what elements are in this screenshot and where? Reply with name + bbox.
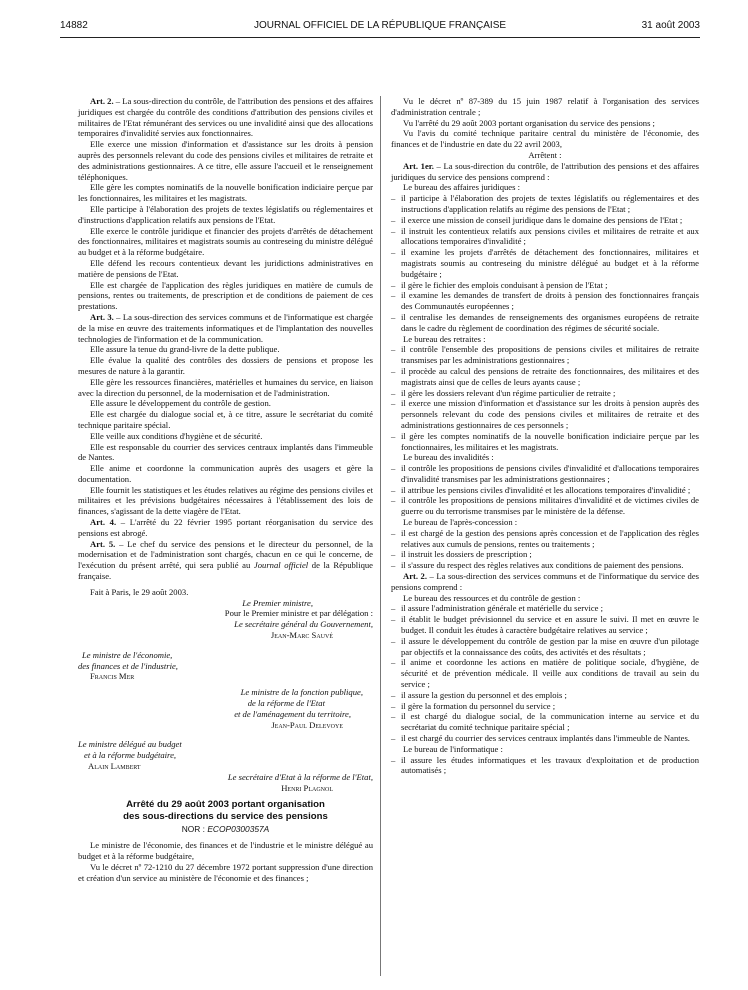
bureau-list: [391, 463, 699, 517]
paragraph: Elle participe à l'élaboration des projets de textes législatifs ou réglementaires et d'instructions d'application relatifs aux pensions de l'Etat.: [78, 203, 373, 225]
bureau-list: [391, 344, 699, 452]
article-2-right: Art. 2. – La sous-direction des services communs et de l'informatique du service des pensions comprend :: [391, 571, 700, 592]
signatory-name: Francis Mer: [90, 671, 135, 682]
list-item: – il participe à l'élaboration des projets de textes législatifs ou réglementaires et des instructions d'application relatifs au régime des pensions de l'Etat ;: [391, 193, 699, 215]
paragraph: Vu le décret nº 72-1210 du 27 décembre 1972 portant suppression d'une direction et création d'un service au ministère de l'économie et des finances ;: [78, 861, 373, 883]
list-item: – il examine les projets d'arrêtés de détachement des fonctionnaires, militaires et magistrats soumis au contreseing du ministre délégué au budget et à la réforme budgétaire ;: [391, 247, 699, 279]
signatory-title: des finances et de l'industrie,: [78, 660, 178, 671]
header-rule: [60, 37, 700, 38]
article-2: Art. 2. – La sous-direction du contrôle, de l'attribution des pensions et des affaires juridiques est chargée du contrôle des conditions d'attribution des pensions civiles et militaires de l'Etat rémunérant des services ou une invalidité ainsi que des allocations temporaires d'invalidité servies aux fonctionnaires.: [78, 96, 373, 139]
bureau-heading: Le bureau de l'après-concession :: [403, 517, 518, 528]
list-item: – il est chargé du dialogue social, de la communication interne au service et du secrétariat du comité technique paritaire spécial ;: [391, 711, 699, 733]
signatory-name: Alain Lambert: [88, 761, 141, 772]
list-item: – il instruit les contentieux relatifs aux pensions civiles et militaires de retraite et aux allocations temporaires d'invalidité ;: [391, 226, 699, 248]
article-4: Art. 4. – L'arrêté du 22 février 1995 portant réorganisation du service des pensions est abrogé.: [78, 517, 373, 538]
signatory-title: Le secrétaire général du Gouvernement,: [234, 619, 373, 630]
journal-title: JOURNAL OFFICIEL DE LA RÉPUBLIQUE FRANÇAISE: [253, 20, 507, 31]
paragraph: Vu l'avis du comité technique paritaire central du ministère de l'économie, des finances et de l'industrie en date du 22 avril 2003,: [391, 128, 699, 150]
list-item: – il assure les études informatiques et les travaux d'exploitation et de production automatisés ;: [391, 755, 699, 777]
signatory-name: Jean-Marc Sauvé: [270, 630, 333, 641]
article-3: Art. 3. – La sous-direction des services communs et de l'informatique est chargée de la mise en œuvre des traitements informatiques et de l'implantation des nouvelles technologies de l'information et de la communication.: [78, 311, 373, 344]
list-item: – il contrôle l'ensemble des propositions de pensions civiles et militaires de retraite transmises par les administrations gestionnaires ;: [391, 344, 699, 366]
signatory-title: de la réforme de l'Etat: [247, 698, 325, 709]
paragraph: Elle est responsable du courrier des services centraux implantés dans l'immeuble de Nantes.: [78, 441, 373, 463]
right-column: [391, 96, 699, 776]
bureau-list: [391, 528, 699, 571]
bureau-heading: Le bureau de l'informatique :: [403, 743, 503, 754]
paragraph: Elle exerce une mission d'information et d'assistance sur les droits à pension auprès des personnels relevant du code des pensions civiles et militaires de retraite et des administrations gestionnaires. A ce titre, elle assure l'accueil et le renseignement téléphoniques.: [78, 139, 373, 182]
list-item: – il assure la gestion du personnel et des emplois ;: [391, 690, 699, 701]
bureau-list: [391, 603, 699, 743]
list-item: – il contrôle les propositions de pensions militaires d'invalidité et de victimes civiles de guerre ou du terrorisme transmises par le ministère de la défense.: [391, 495, 699, 517]
arretent: Arrêtent :: [528, 149, 562, 160]
list-item: – il est chargé de la gestion des pensions après concession et de l'application des règles relatives aux cumuls de pensions, rentes ou traitements ;: [391, 528, 699, 550]
list-item: – il exerce une mission de conseil juridique dans le domaine des pensions de l'Etat ;: [391, 215, 699, 226]
paragraph: Elle anime et coordonne la communication auprès des usagers et gère la documentation.: [78, 463, 373, 484]
page-header: [60, 20, 700, 36]
list-item: – il établit le budget prévisionnel du service et en assure le suivi. Il met en œuvre le budget. Il conduit les études à caractère budgétaire relatives au service ;: [391, 614, 699, 636]
list-item: – il est chargé du courrier des services centraux implantés dans l'immeuble de Nantes.: [391, 733, 699, 744]
paragraph: Elle veille aux conditions d'hygiène et de sécurité.: [90, 430, 263, 441]
paragraph: Elle exerce le contrôle juridique et financier des projets d'arrêtés de détachement des fonctionnaires, militaires et magistrats soumis au contreseing du ministre délégué au budget et à la réforme budgétaire.: [78, 225, 373, 258]
list-item: – il examine les demandes de transfert de droits à pension des fonctionnaires français des Communautés européennes ;: [391, 290, 699, 312]
list-item: – il assure le développement du contrôle de gestion par la mise en œuvre d'un pilotage par objectifs et la connaissance des coûts, des activités et des résultats ;: [391, 636, 699, 658]
bureau-heading: Le bureau des ressources et du contrôle de gestion :: [403, 592, 581, 603]
list-item: – il gère la formation du personnel du service ;: [391, 701, 699, 712]
bureau-heading: Le bureau des affaires juridiques :: [403, 182, 521, 193]
list-item: – il contrôle les propositions de pensions civiles d'invalidité et d'allocations temporaires d'invalidité transmises par les administrations gestionnaires ;: [391, 463, 699, 485]
bureau-list: [391, 755, 699, 777]
page-number: 14882: [60, 20, 88, 31]
signature-place-date: Fait à Paris, le 29 août 2003.: [90, 586, 189, 597]
signatory-title: Le ministre délégué au budget: [78, 739, 182, 750]
signatory-name: Henri Plagnol: [281, 782, 333, 793]
paragraph: Elle assure le développement du contrôle de gestion.: [90, 398, 271, 409]
list-item: – il instruit les dossiers de prescription ;: [391, 549, 699, 560]
column-divider: [380, 96, 381, 976]
paragraph: Elle assure la tenue du grand-livre de la dette publique.: [90, 344, 280, 355]
signatory-title: Le Premier ministre,: [242, 597, 313, 608]
left-column: [78, 96, 373, 883]
list-item: – il s'assure du respect des règles relatives aux conditions de paiement des pensions.: [391, 560, 699, 571]
list-item: – il gère le fichier des emplois conduisant à pension de l'Etat ;: [391, 280, 699, 291]
bureau-list: [391, 193, 699, 333]
signatory-title: et à la réforme budgétaire,: [84, 750, 177, 761]
paragraph: Vu l'arrêté du 29 août 2003 portant organisation du service des pensions ;: [403, 117, 655, 128]
paragraph: Elle gère les ressources financières, matérielles et humaines du service, en liaison avec la direction du personnel, de la modernisation et de l'administration.: [78, 376, 373, 398]
nor-reference: NOR : ECOP0300357A: [181, 824, 270, 835]
paragraph: Elle fournit les statistiques et les études relatives au régime des pensions civiles et militaires et les prévisions budgétaires nécessaires à l'établissement des lois de finances, s'agissant de la dette viagère de l'Etat.: [78, 484, 373, 517]
list-item: – il gère les comptes nominatifs de la nouvelle bonification indiciaire perçue par les fonctionnaires, les militaires et les magistrats.: [391, 431, 699, 453]
signature-block: [78, 598, 373, 794]
paragraph: Vu le décret nº 87-389 du 15 juin 1987 relatif à l'organisation des services d'administration centrale ;: [391, 96, 699, 117]
signatory-title: et de l'aménagement du territoire,: [234, 708, 351, 719]
article-5: Art. 5. – Le chef du service des pensions et le directeur du personnel, de la modernisation et de l'administration sont chargés, chacun en ce qui le concerne, de l'exécution du présent arrêté, qui sera publié au Journal officiel de la République française.: [78, 538, 373, 582]
list-item: – il assure l'administration générale et matérielle du service ;: [391, 603, 699, 614]
issue-date: 31 août 2003: [641, 20, 700, 31]
paragraph: Elle est chargée de l'application des règles juridiques en matière de cumuls de pensions, rentes ou traitements, de prescription et de conditions de paiement de ces prestations.: [78, 279, 373, 312]
signatory-title: Le ministre de la fonction publique,: [240, 687, 363, 698]
bureau-heading: Le bureau des retraites :: [403, 333, 486, 344]
list-item: – il gère les dossiers relevant d'un régime particulier de retraite ;: [391, 388, 699, 399]
list-item: – il anime et coordonne les actions en matière de politique sociale, d'hygiène, de sécurité et de prévention médicale. Il veille aux conditions de travail au sein du service ;: [391, 657, 699, 689]
bureau-heading: Le bureau des invalidités :: [403, 452, 494, 463]
list-item: – il attribue les pensions civiles d'invalidité et les allocations temporaires d'invalidité ;: [391, 485, 699, 496]
arrete-title: Arrêté du 29 août 2003 portant organisation des sous-directions du service des pensions: [123, 799, 328, 822]
signatory-title: Le ministre de l'économie,: [82, 649, 173, 660]
list-item: – il exerce une mission d'information et d'assistance sur les droits à pension auprès des personnels relevant du code des pensions civiles et militaires de retraite et des administrations gestionnaires de ces personnels ;: [391, 398, 699, 430]
paragraph: Elle est chargée du dialogue social et, à ce titre, assure le secrétariat du comité technique paritaire spécial.: [78, 409, 373, 430]
paragraph: Elle gère les comptes nominatifs de la nouvelle bonification indiciaire perçue par les fonctionnaires, les militaires et les magistrats.: [78, 182, 373, 204]
list-item: – il procède au calcul des pensions de retraite des fonctionnaires, des militaires et des magistrats ainsi que de celles de leurs ayants cause ;: [391, 366, 699, 388]
signatory-title: Le secrétaire d'Etat à la réforme de l'Etat,: [227, 771, 373, 782]
article-1: Art. 1er. – La sous-direction du contrôle, de l'attribution des pensions et des affaires juridiques du service des pensions comprend :: [391, 160, 699, 182]
paragraph: Elle défend les recours contentieux devant les juridictions administratives en matière de pensions de l'Etat.: [78, 257, 373, 279]
signatory-title: Pour le Premier ministre et par délégation :: [224, 608, 373, 619]
paragraph: Elle évalue la qualité des contrôles des dossiers de pensions et propose les mesures de nature à la garantir.: [78, 355, 373, 376]
list-item: – il centralise les demandes de renseignements des organismes européens de retraite dans le cadre du règlement de coordination des régimes de sécurité sociale.: [391, 312, 699, 334]
signatory-name: Jean-Paul Delevoye: [271, 719, 343, 730]
paragraph: Le ministre de l'économie, des finances et de l'industrie et le ministre délégué au budget et à la réforme budgétaire,: [78, 840, 373, 861]
